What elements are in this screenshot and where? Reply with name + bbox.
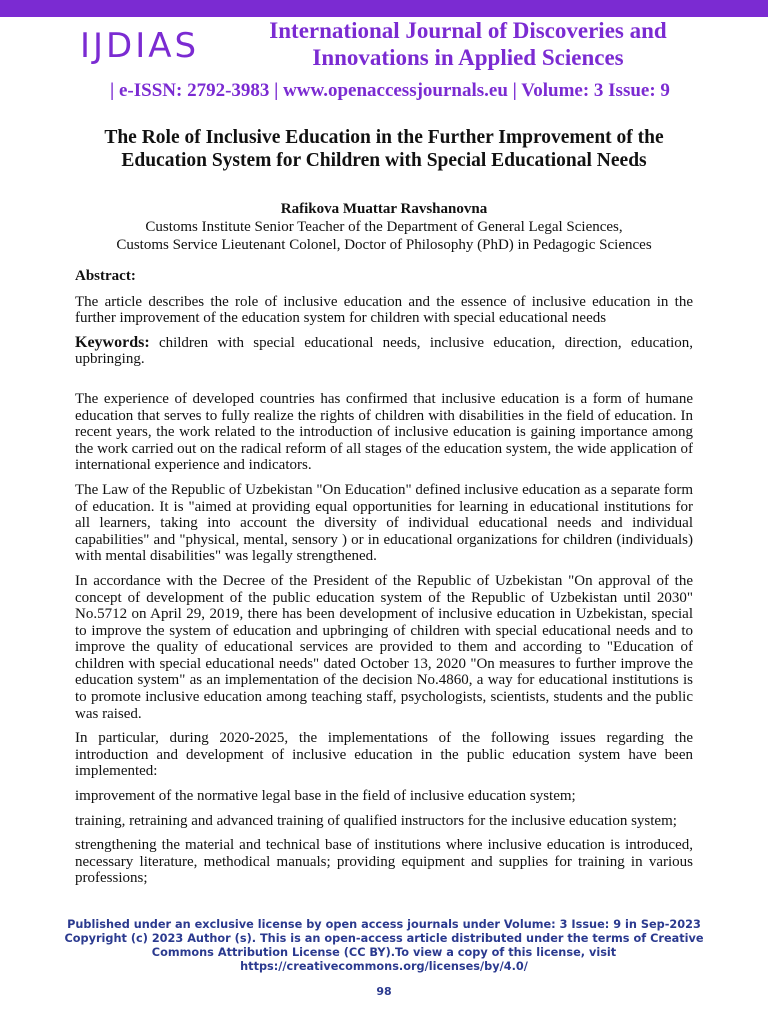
body-paragraph: training, retraining and advanced training of qualified instructors for the inclusive education system; xyxy=(75,812,677,829)
affiliation-line-1: Customs Institute Senior Teacher of the Department of General Legal Sciences, xyxy=(145,219,623,235)
journal-title: International Journal of Discoveries and Innovations in Applied Sciences xyxy=(269,18,667,70)
body-paragraph: strengthening the material and technical base of institutions where inclusive education is introduced, necessary literature, methodical manuals; providing equipment and supplies for training in various professions; xyxy=(75,837,693,887)
license-line-1: Published under an exclusive license by open access journals under Volume: 3 Issue: 9 in Sep-2023 xyxy=(67,918,701,931)
paper-title: The Role of Inclusive Education in the Further Improvement of the Education System for Children with Special Educational Needs xyxy=(104,127,664,171)
top-accent-bar xyxy=(0,0,768,17)
license-footer xyxy=(60,918,708,974)
body-paragraph: In accordance with the Decree of the President of the Republic of Uzbekistan "On approval of the concept of development of the public education system of the Republic of Uzbekistan until 2030" No.5712 on April 29, 2019, there has been development of inclusive education in Uzbekistan, special to improve the system of education and upbringing of children with special educational needs and to improve the quality of educational services are provided to them and according to "Education of children with special educational needs" dated October 13, 2020 "On measures to further improve the education system" as an implementation of the decision No.4860, a way for educational institutions is to promote inclusive education among teaching staff, psychologists, scientists, students and the public was raised. xyxy=(75,572,693,722)
license-link[interactable]: https://creativecommons.org/licenses/by/4.0/ xyxy=(240,960,528,973)
issn-volume-line: | e-ISSN: 2792-3983 | www.openaccessjournals.eu | Volume: 3 Issue: 9 xyxy=(110,80,670,101)
page-number: 98 xyxy=(376,985,392,998)
body-paragraph: The Law of the Republic of Uzbekistan "On Education" defined inclusive education as a separate form of education. It is "aimed at providing equal opportunities for learning in educational institutions for all learners, taking into account the diversity of individual educational needs and individual capabilities" and "physical, mental, sensory ) or in educational organizations for children (individuals) with mental disabilities" was legally strengthened. xyxy=(75,481,693,565)
keywords-text: children with special educational needs, inclusive education, direction, education, upbringing. xyxy=(75,334,693,368)
author-affiliation xyxy=(60,218,708,254)
journal-logo: IJDIAS xyxy=(80,26,200,66)
article-body xyxy=(75,268,693,895)
abstract-text: The article describes the role of inclusive education and the essence of inclusive education in the further improvement of the education system for children with special educational needs xyxy=(75,293,693,327)
keywords xyxy=(75,335,693,368)
keywords-label: Keywords: xyxy=(75,333,150,351)
author-name: Rafikova Muattar Ravshanovna xyxy=(280,201,488,217)
affiliation-line-2: Customs Service Lieutenant Colonel, Doctor of Philosophy (PhD) in Pedagogic Sciences xyxy=(116,237,652,253)
body-paragraph: The experience of developed countries has confirmed that inclusive education is a form of humane education that serves to fully realize the rights of children with disabilities in the field of education. In recent years, the work related to the introduction of inclusive education is gaining importance among the work carried out on the radical reform of all stages of the education system, the wide application of international experience and indicators. xyxy=(75,390,693,474)
license-line-2: Copyright (c) 2023 Author (s). This is an open-access article distributed under the terms of Creative Commons Attribution License (CC BY).To view a copy of this license, visit xyxy=(64,932,704,959)
body-paragraph: improvement of the normative legal base in the field of inclusive education system; xyxy=(75,788,576,805)
body-paragraph: In particular, during 2020-2025, the implementations of the following issues regarding the introduction and development of inclusive education in the public education system have been implemented: xyxy=(75,730,693,780)
abstract-heading: Abstract: xyxy=(75,268,136,284)
